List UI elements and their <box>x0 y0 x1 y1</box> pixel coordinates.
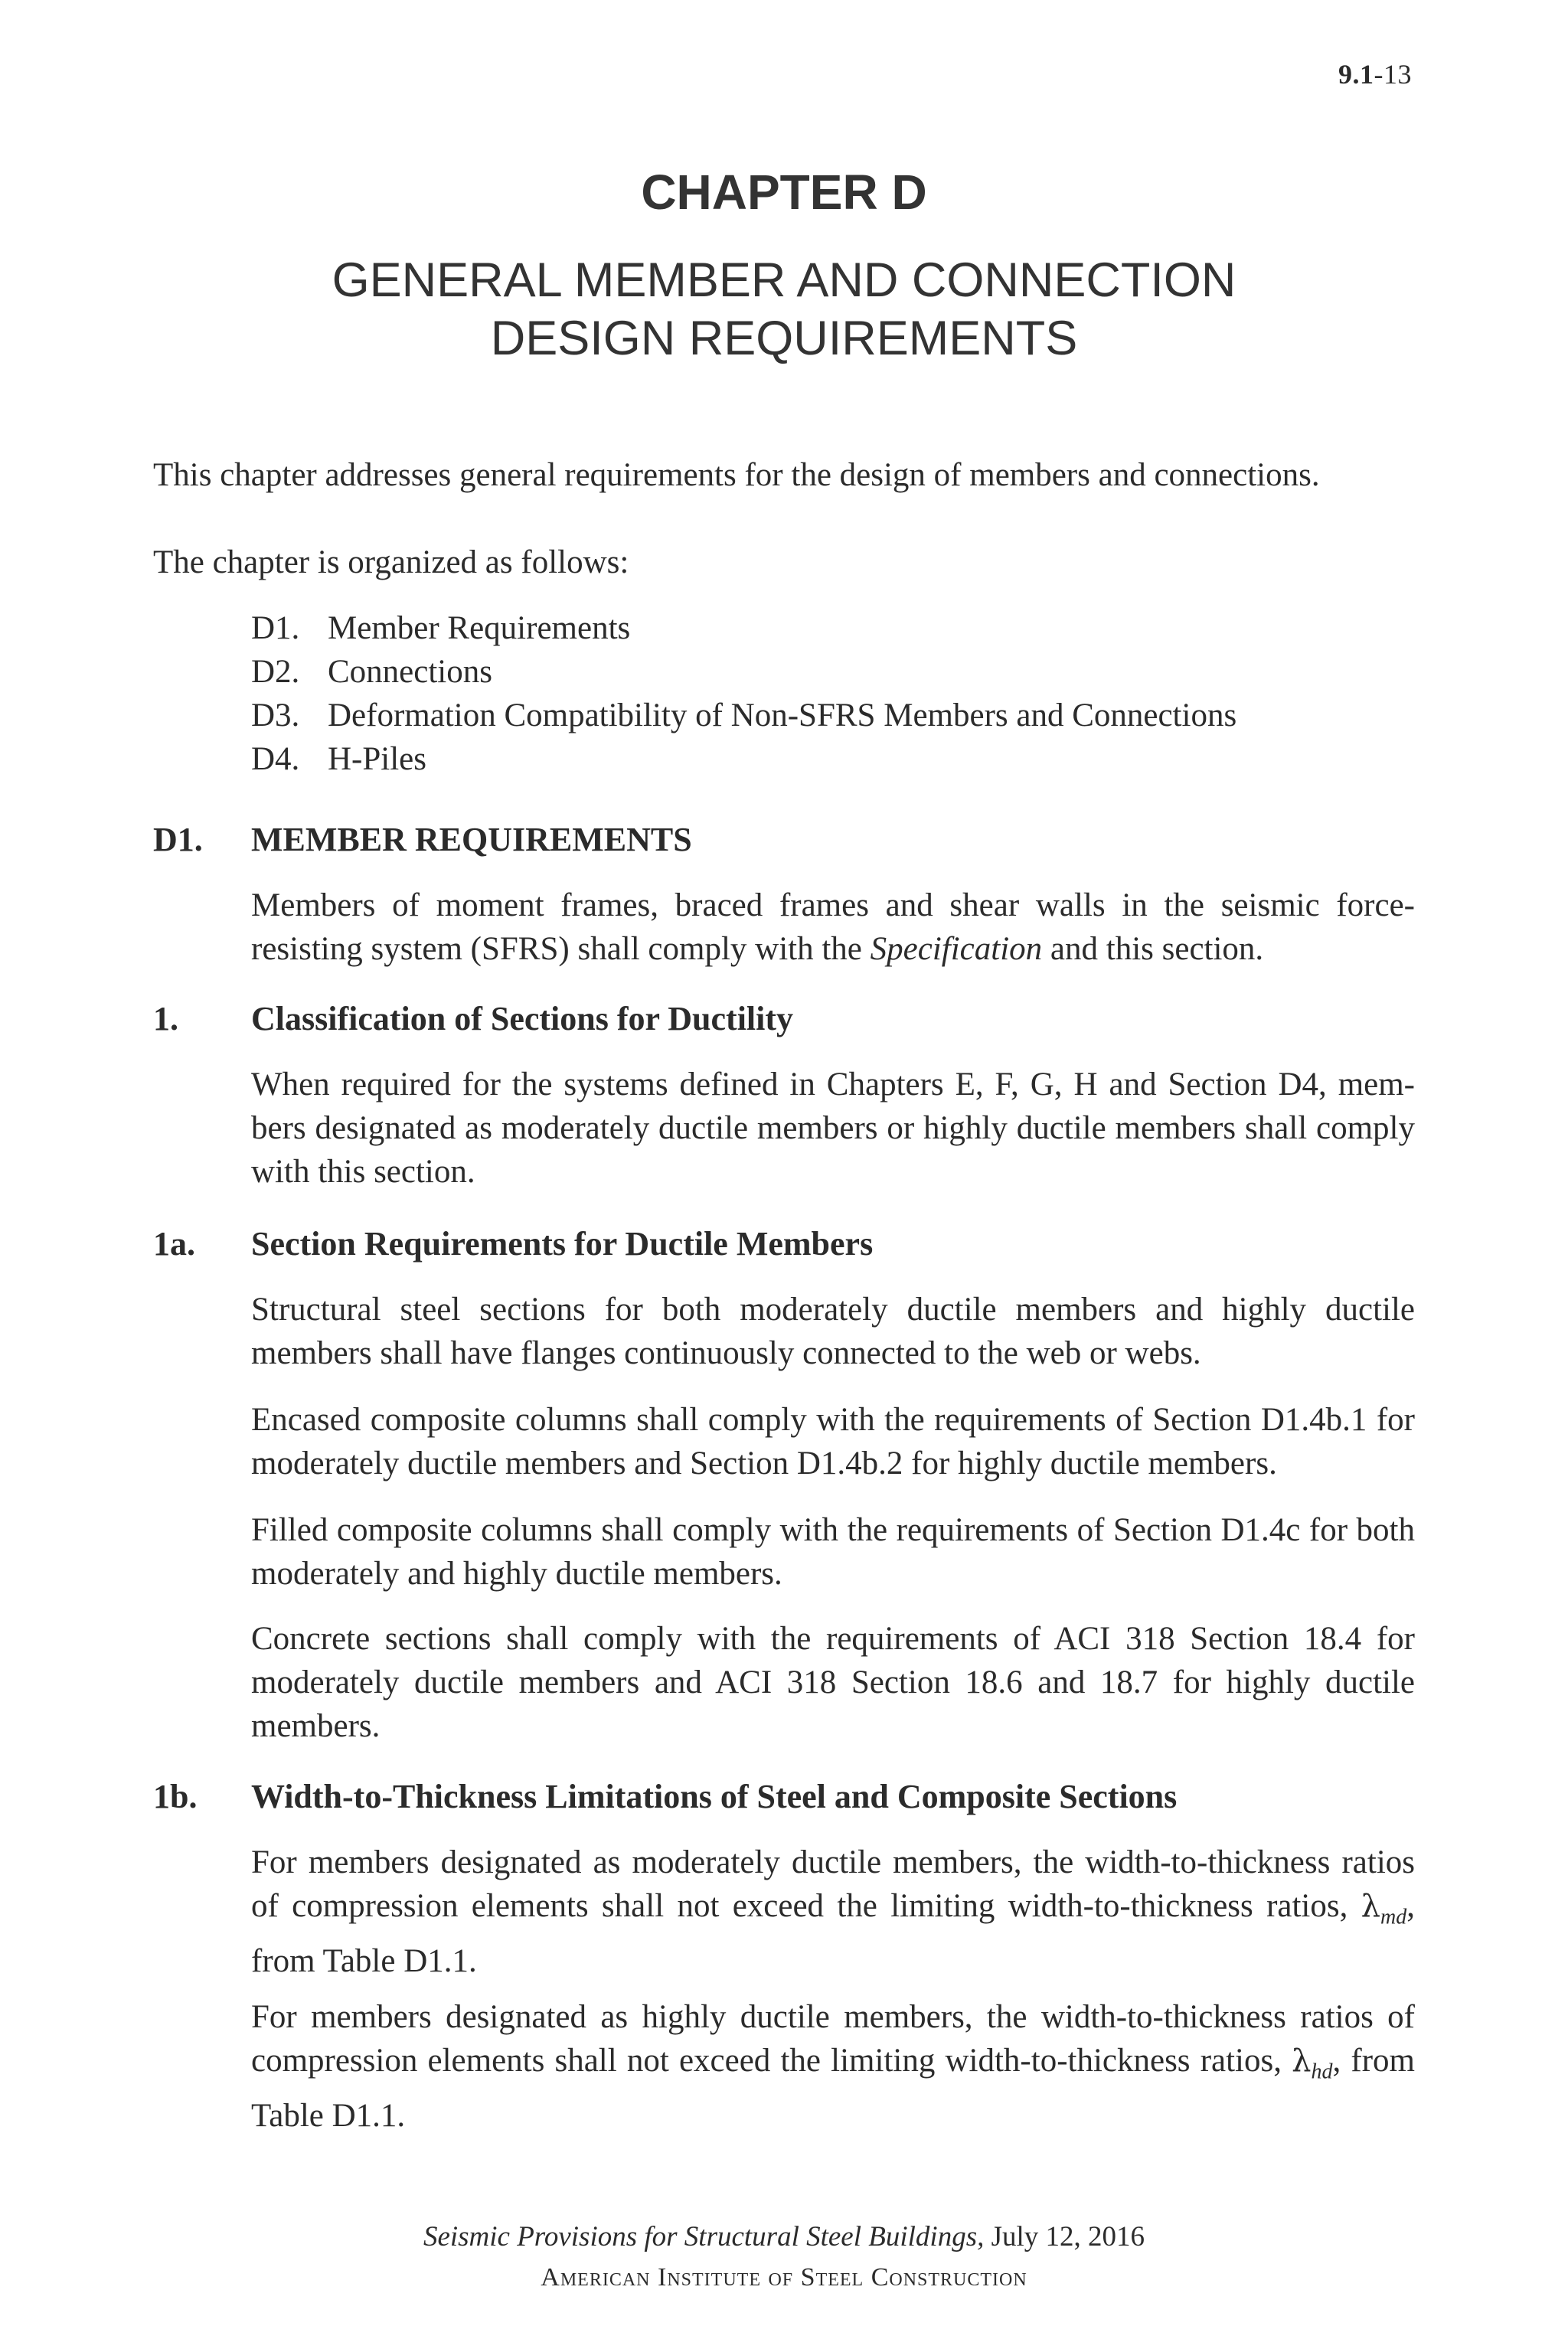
s1b-paragraph-2 <box>251 1995 1415 2138</box>
toc-number: D2. <box>251 654 300 690</box>
section-heading-1b <box>153 1775 1415 1818</box>
d1-text: Members of moment frames, braced frames and shear walls in the seismic force-resisting system (SFRS) shall comply with the <box>251 887 1415 967</box>
section-heading-1a <box>153 1222 1415 1266</box>
s1b-paragraph-1 <box>251 1841 1415 1983</box>
footer-organization: American Institute of Steel Construction <box>541 2263 1027 2292</box>
s1b-text-end: , from Table D1.1. <box>251 2043 1415 2134</box>
page-number-bold: 9.1 <box>1338 59 1374 90</box>
section-heading-1 <box>153 997 1415 1040</box>
chapter-label: CHAPTER D <box>641 165 927 220</box>
specification-reference: Specification <box>870 931 1043 967</box>
s1b-text: For members designated as highly ductile members, the width-to-thickness ratios of compression elements shall not exceed the limiting width-to-thickness ratios, <box>251 1999 1415 2079</box>
toc-label: Deformation Compatibility of Non-SFRS Members and Connections <box>328 697 1237 733</box>
lambda-symbol: λ <box>1361 1889 1381 1924</box>
toc-item-d4 <box>251 737 1236 781</box>
section-heading-d1 <box>153 818 1415 861</box>
footer-title: Seismic Provisions for Structural Steel Buildings, <box>423 2221 985 2252</box>
section-number: 1a. <box>153 1225 195 1263</box>
toc-number: D4. <box>251 741 300 777</box>
lambda-subscript: hd <box>1311 2060 1333 2084</box>
toc-item-d3 <box>251 694 1236 737</box>
s1a-paragraph-1: Structural steel sections for both moderately ductile members and highly ductile members shall have flanges continuously connected to the web or webs. <box>251 1292 1415 1371</box>
chapter-title-line-2: DESIGN REQUIREMENTS <box>490 312 1078 365</box>
toc-number: D1. <box>251 610 300 646</box>
intro-paragraph: This chapter addresses general requirements for the design of members and connections. <box>153 457 1320 493</box>
toc-label: Connections <box>328 654 492 690</box>
footer-date: July 12, 2016 <box>984 2221 1145 2252</box>
footer-publication <box>0 2220 1568 2253</box>
s1a-paragraph-4: Concrete sections shall comply with the requirements of ACI 318 Section 18.4 for moderately ductile members and ACI 318 Section 18.6 and 18.7 for highly ductile members. <box>251 1621 1415 1744</box>
page-number <box>1338 58 1412 90</box>
section-number: 1b. <box>153 1778 198 1815</box>
intro-organization: The chapter is organized as follows: <box>153 544 629 580</box>
section-title: Section Requirements for Ductile Members <box>251 1225 874 1263</box>
s1a-paragraph-3: Filled composite columns shall comply with the requirements of Section D1.4c for both moderately and highly ductile members. <box>251 1512 1415 1592</box>
lambda-symbol: λ <box>1292 2043 1312 2079</box>
page-number-rest: -13 <box>1374 59 1412 90</box>
section-number: D1. <box>153 821 203 858</box>
section-title: MEMBER REQUIREMENTS <box>251 821 692 858</box>
chapter-title <box>0 251 1568 368</box>
section-title: Classification of Sections for Ductility <box>251 1000 794 1037</box>
section-number: 1. <box>153 1000 178 1037</box>
chapter-title-line-1: GENERAL MEMBER AND CONNECTION <box>332 253 1236 307</box>
section-title: Width-to-Thickness Limitations of Steel and Composite Sections <box>251 1778 1178 1815</box>
d1-text-end: and this section. <box>1042 931 1264 967</box>
toc-label: H-Piles <box>328 741 426 777</box>
toc-item-d1 <box>251 606 1236 650</box>
toc-label: Member Requirements <box>328 610 631 646</box>
d1-paragraph <box>251 884 1415 971</box>
s1b-text-end: , from Table D1.1. <box>251 1888 1415 1979</box>
chapter-contents-list <box>251 606 1236 781</box>
s1-paragraph: When required for the systems defined in Chapters E, F, G, H and Section D4, mem-bers designated as moderately ductile members or highly ductile members shall comply with this section. <box>251 1067 1415 1190</box>
s1a-paragraph-2: Encased composite columns shall comply with the requirements of Section D1.4b.1 for moderately ductile members and Section D1.4b.2 for highly ductile members. <box>251 1402 1415 1481</box>
toc-number: D3. <box>251 697 300 733</box>
s1b-text: For members designated as moderately ductile members, the width-to-thickness ratios of compression elements shall not exceed the limiting width-to-thickness ratios, <box>251 1844 1415 1924</box>
lambda-subscript: md <box>1380 1905 1407 1929</box>
toc-item-d2 <box>251 650 1236 694</box>
